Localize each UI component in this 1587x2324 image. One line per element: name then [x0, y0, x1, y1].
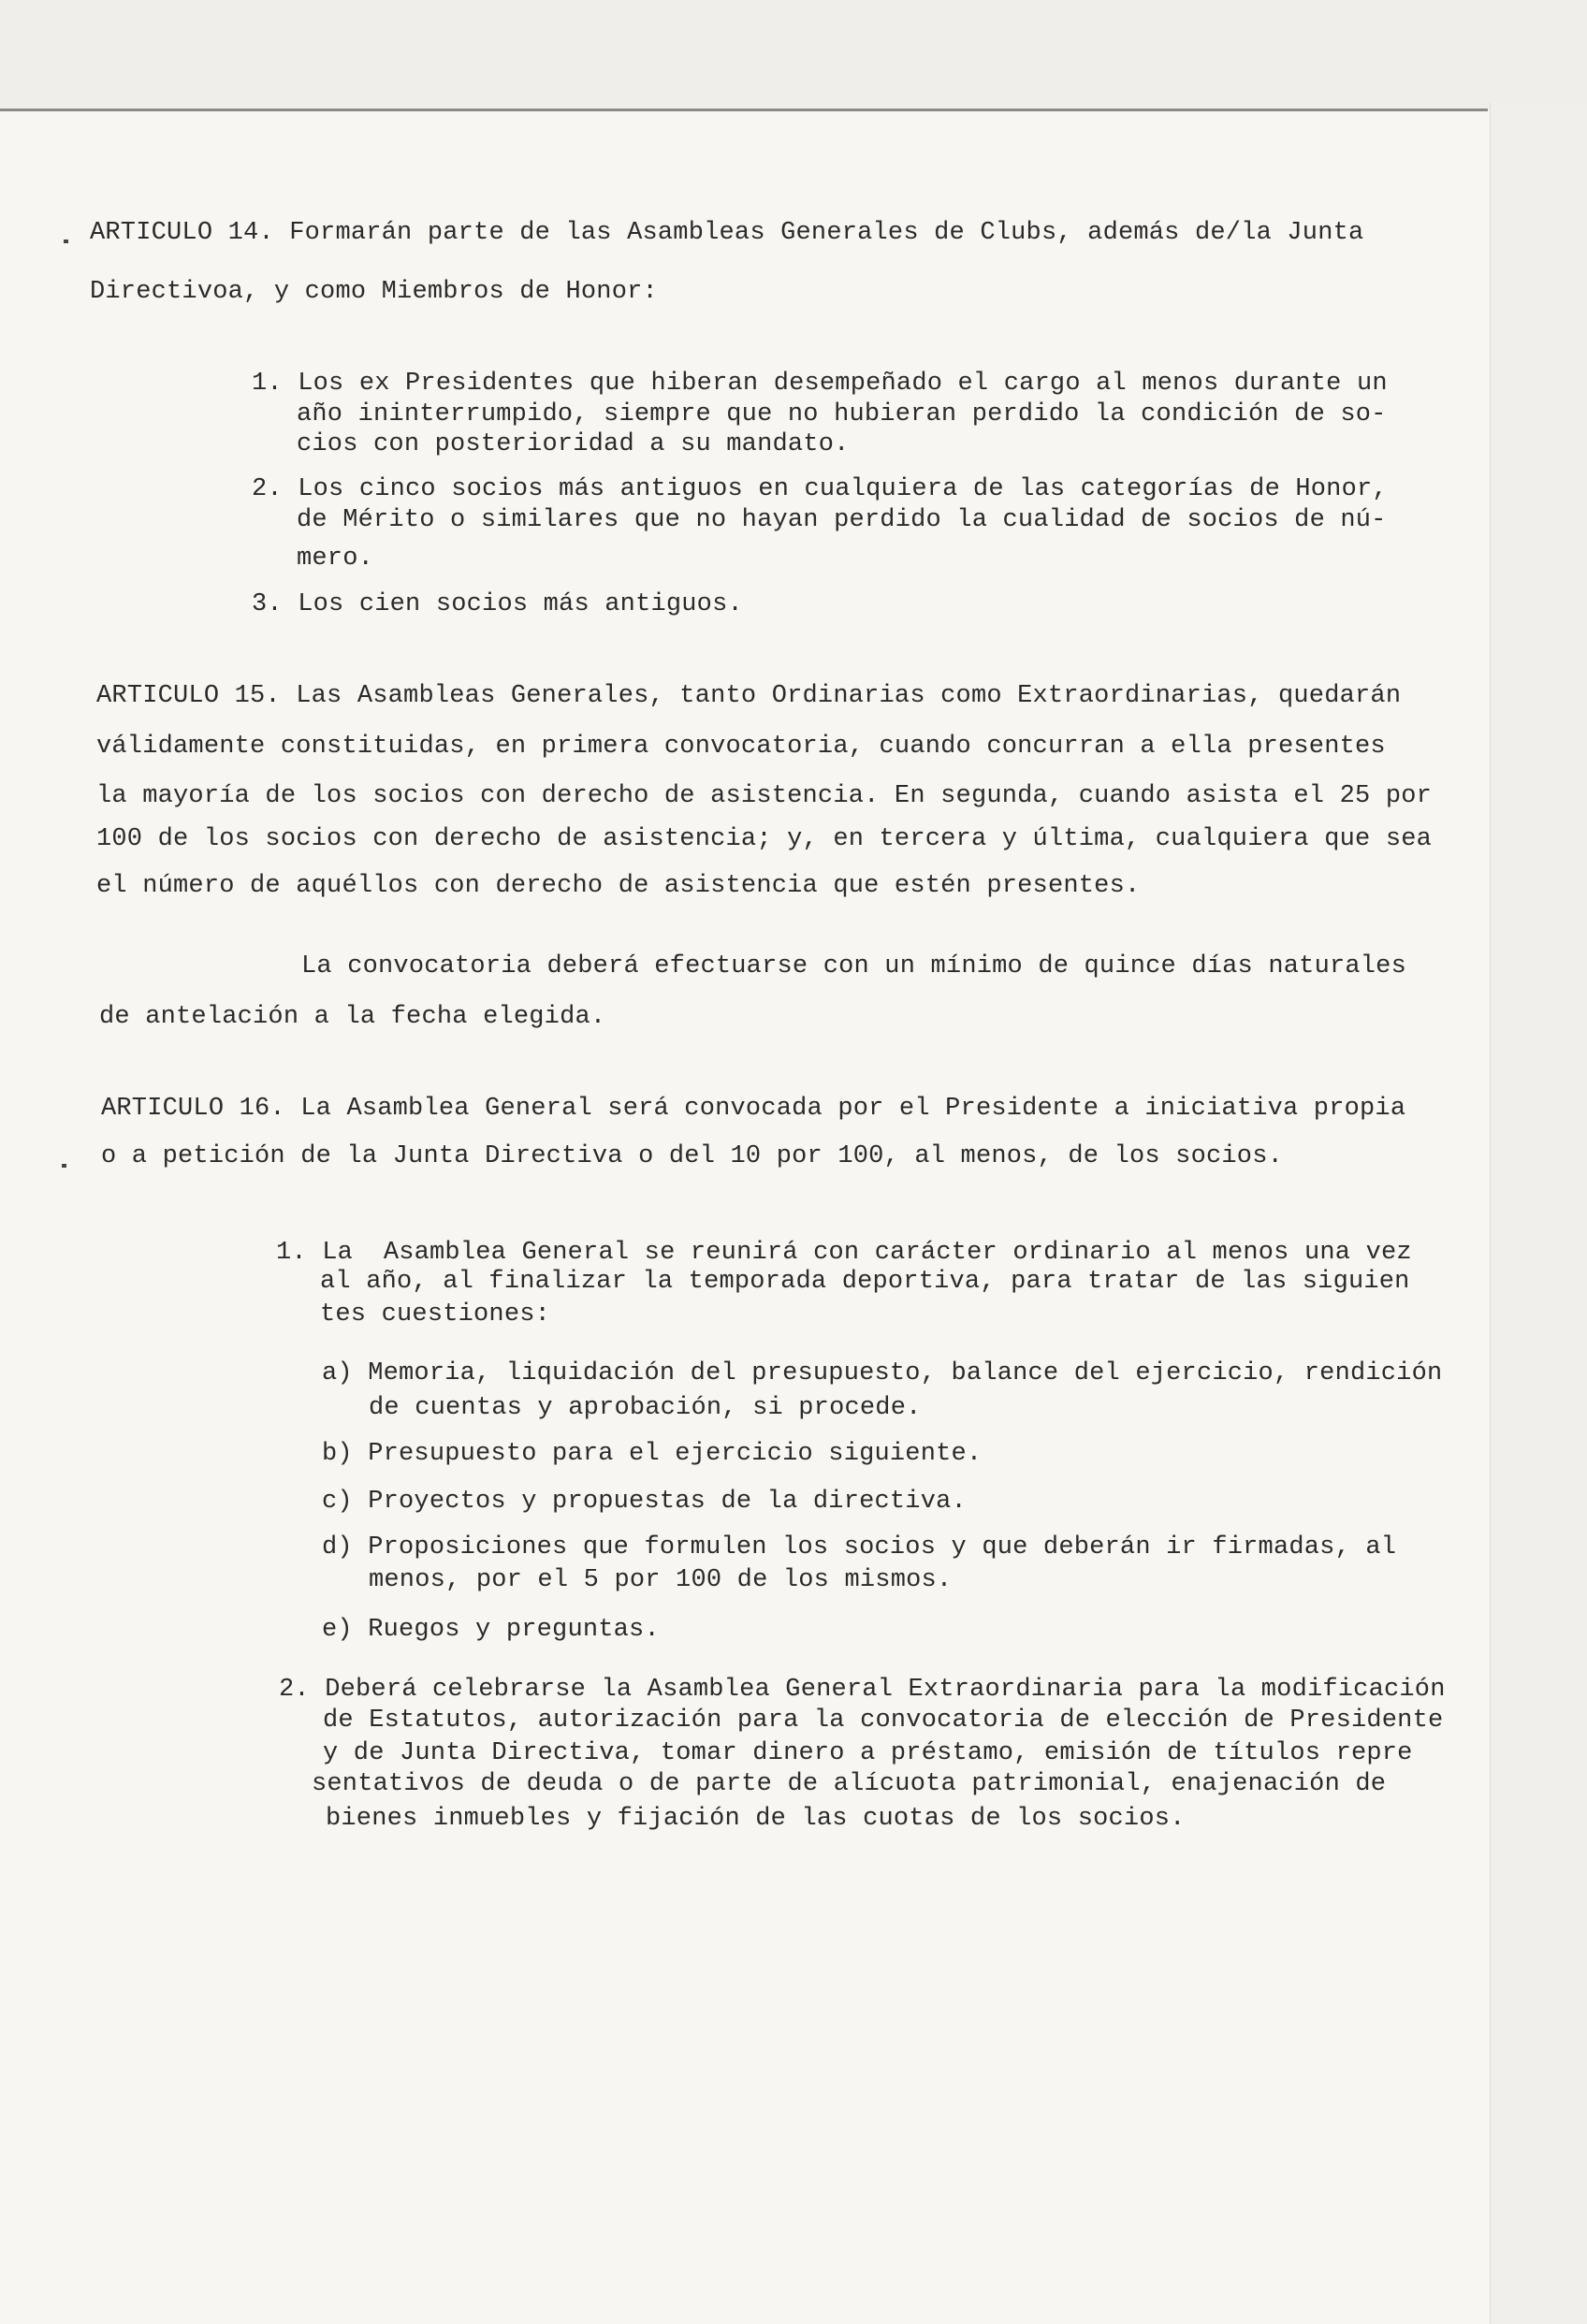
text-line: al año, al finalizar la temporada deportiva, para tratar de las siguien: [320, 1268, 1410, 1296]
text-line: La convocatoria deberá efectuarse con un mínimo de quince días naturales: [301, 952, 1406, 980]
list-item: 1. Los ex Presidentes que hiberan desempeñado el cargo al menos durante un: [252, 370, 1388, 398]
text-line: de Estatutos, autorización para la convocatoria de elección de Presidente: [323, 1707, 1444, 1735]
text-line: válidamente constituidas, en primera convocatoria, cuando concurran a ella presentes: [96, 733, 1386, 761]
page-edge-line: [0, 109, 1488, 111]
text-line: menos, por el 5 por 100 de los mismos.: [369, 1566, 953, 1594]
sub-item: b) Presupuesto para el ejercicio siguiente.: [322, 1440, 983, 1468]
article-16-heading: ARTICULO 16. La Asamblea General será convocada por el Presidente a iniciativa propia: [101, 1095, 1406, 1123]
sub-item: d) Proposiciones que formulen los socios y que deberán ir firmadas, al: [322, 1533, 1397, 1561]
list-item: 1. La Asamblea General se reunirá con carácter ordinario al menos una vez: [276, 1239, 1412, 1267]
text-line: la mayoría de los socios con derecho de asistencia. En segunda, cuando asista el 25 por: [96, 782, 1433, 810]
bullet-mark: [64, 240, 68, 243]
sub-item: a) Memoria, liquidación del presupuesto, balance del ejercicio, rendición: [322, 1359, 1443, 1387]
text-line: de cuentas y aprobación, si procede.: [369, 1394, 922, 1422]
text-line: cios con posterioridad a su mandato.: [297, 430, 850, 458]
text-line: bienes inmuebles y fijación de las cuotas de los socios.: [326, 1805, 1186, 1833]
text-line: 100 de los socios con derecho de asistencia; y, en tercera y última, cualquiera que sea: [96, 825, 1433, 853]
text-line: el número de aquéllos con derecho de asistencia que estén presentes.: [96, 872, 1141, 900]
scan-top-margin: [0, 0, 1587, 110]
text-line: tes cuestiones:: [320, 1300, 551, 1329]
sub-item: c) Proyectos y propuestas de la directiva.: [322, 1488, 967, 1516]
text-line: Directivoa, y como Miembros de Honor:: [90, 278, 658, 306]
list-item: 2. Deberá celebrarse la Asamblea General Extraordinaria para la modificación: [279, 1676, 1446, 1704]
bullet-mark: [62, 1164, 66, 1168]
list-item: 3. Los cien socios más antiguos.: [252, 590, 743, 618]
sub-item: e) Ruegos y preguntas.: [322, 1616, 660, 1644]
text-line: o a petición de la Junta Directiva o del 10 por 100, al menos, de los socios.: [101, 1142, 1284, 1170]
text-line: y de Junta Directiva, tomar dinero a préstamo, emisión de títulos repre: [323, 1739, 1413, 1767]
text-line: año ininterrumpido, siempre que no hubieran perdido la condición de so-: [297, 400, 1387, 428]
article-14-heading: ARTICULO 14. Formarán parte de las Asambleas Generales de Clubs, además de/la Junta: [90, 219, 1364, 247]
list-item: 2. Los cinco socios más antiguos en cualquiera de las categorías de Honor,: [252, 475, 1388, 503]
article-15-heading: ARTICULO 15. Las Asambleas Generales, tanto Ordinarias como Extraordinarias, quedarán: [96, 682, 1402, 710]
scan-right-margin: [1490, 103, 1587, 2324]
text-line: de antelación a la fecha elegida.: [99, 1003, 606, 1031]
text-line: sentativos de deuda o de parte de alícuota patrimonial, enajenación de: [312, 1770, 1387, 1798]
text-line: mero.: [297, 545, 374, 573]
text-line: de Mérito o similares que no hayan perdido la cualidad de socios de nú-: [297, 506, 1387, 534]
